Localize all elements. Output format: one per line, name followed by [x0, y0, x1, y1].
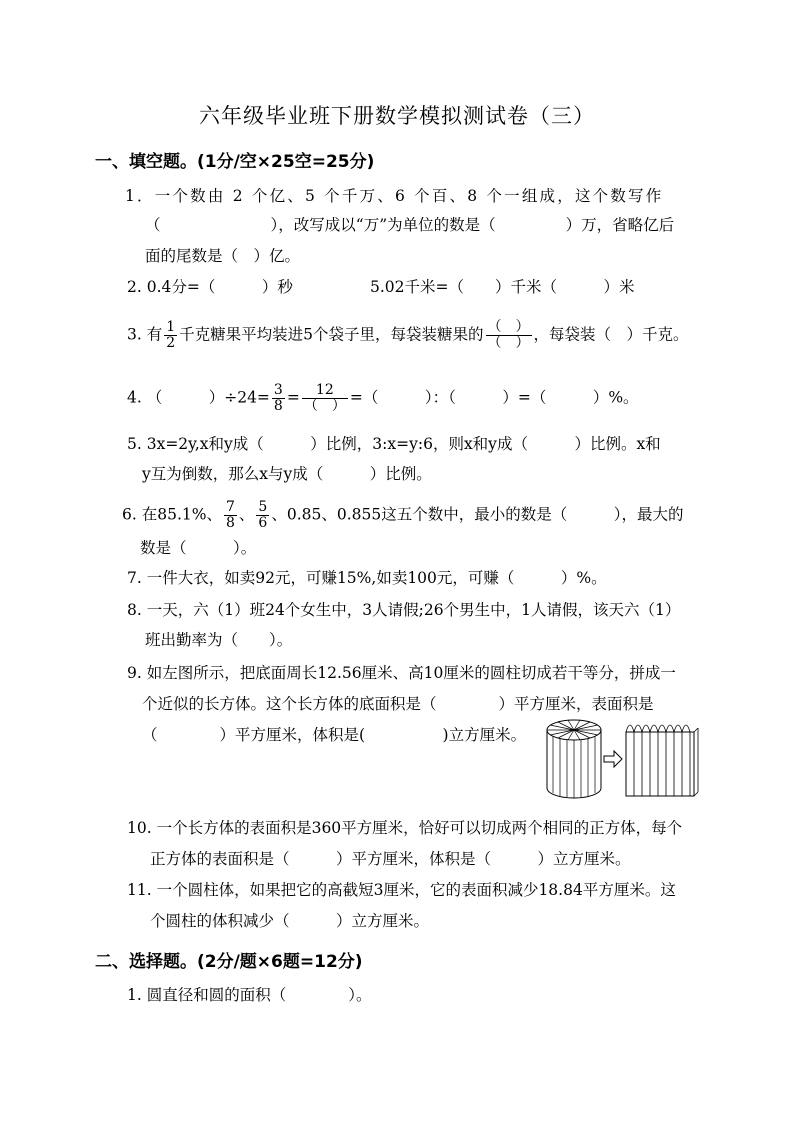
question-11-line-2: 个圆柱的体积减少（ ）立方厘米。	[150, 912, 430, 930]
cylinder-to-cuboid-figure	[544, 716, 704, 802]
question-6-line-2: 数是（ ）。	[140, 539, 257, 557]
question-4-suffix: =（ ）：（ ）=（ ）%。	[349, 388, 639, 407]
question-8-line-2: 班出勤率为（ ）。	[145, 631, 293, 649]
page-title: 六年级毕业班下册数学模拟测试卷（三）	[199, 104, 595, 128]
question-2-part-a: 2. 0.4分=（ ）秒	[127, 278, 293, 296]
question-1-line-3: 面的尾数是（ ）亿。	[145, 247, 301, 265]
question-6-prefix: 6. 在85.1%、	[122, 505, 222, 524]
question-10-line-2: 正方体的表面积是（ ）平方厘米，体积是（ ）立方厘米。	[150, 850, 631, 868]
fraction-numerator: 7	[225, 499, 235, 515]
question-3-suffix: ，每袋装（ ）千克。	[533, 325, 689, 344]
question-11-line-1: 11. 一个圆柱体，如果把它的高截短3厘米，它的表面积减少18.84平方厘米。这	[127, 881, 676, 899]
fraction-denominator: 6	[258, 515, 268, 531]
fraction-twelve-over-blank	[302, 383, 348, 414]
cylinder-icon	[547, 720, 601, 798]
question-2-part-b: 5.02千米=（ ）千米（ ）米	[370, 278, 635, 296]
question-5-line-1: 5. 3x=2y,x和y成（ ）比例，3:x=y:6，则x和y成（ ）比例。x和	[127, 435, 661, 453]
fraction-numerator: 5	[258, 499, 268, 515]
fraction-denominator: （ ）	[487, 335, 530, 351]
question-1-line-1: 1．一个数由 2 个亿、5 个千万、6 个百、8 个一组成，这个数写作	[125, 187, 664, 205]
question-8-line-1: 8. 一天，六（1）班24个女生中，3人请假;26个男生中，1人请假，该天六（1）	[127, 601, 681, 619]
fraction-three-eighths	[272, 383, 285, 414]
question-4-equals: =	[286, 388, 300, 407]
question-3	[127, 320, 689, 351]
question-5-line-2: y互为倒数，那么x与y成（ ）比例。	[142, 465, 432, 483]
question-6-line-1	[122, 500, 683, 531]
fraction-numerator: 1	[166, 319, 176, 335]
cuboid-icon	[626, 725, 698, 796]
question-10-line-1: 10. 一个长方体的表面积是360平方厘米，恰好可以切成两个相同的正方体，每个	[127, 819, 683, 837]
choice-question-1: 1. 圆直径和圆的面积（ ）。	[127, 986, 372, 1004]
fraction-five-sixths	[256, 500, 269, 531]
section-heading-multiple-choice: 二、选择题。(2分/题×6题=12分)	[95, 952, 363, 972]
question-4-prefix: 4. （ ）÷24=	[127, 388, 270, 407]
question-7: 7. 一件大衣，如卖92元，可赚15%,如卖100元，可赚（ ）%。	[127, 569, 607, 587]
question-1-line-2-text: ），改写成以“万”为单位的数是（	[270, 216, 496, 234]
fraction-denominator: 2	[166, 335, 176, 351]
fraction-numerator: 3	[273, 382, 283, 398]
fraction-denominator: 8	[225, 515, 235, 531]
question-4	[127, 383, 639, 414]
question-3-prefix: 3. 有	[127, 325, 163, 344]
question-9-line-2: 个近似的长方体。这个长方体的底面积是（ ）平方厘米，表面积是	[142, 695, 654, 713]
blank-open: （	[145, 216, 161, 234]
fraction-denominator: （ ）	[303, 398, 346, 414]
arrow-right-icon	[604, 751, 622, 767]
fraction-numerator: （ ）	[487, 319, 530, 335]
question-1-line-2-tail: ）万，省略亿后	[565, 216, 675, 234]
question-9-line-1: 9. 如左图所示，把底面周长12.56厘米、高10厘米的圆柱切成若干等分，拼成一	[127, 664, 676, 682]
fraction-numerator: 12	[302, 383, 348, 399]
question-3-middle: 千克糖果平均装进5个袋子里，每袋装糖果的	[179, 325, 484, 344]
question-6-suffix: 、0.85、0.855这五个数中，最小的数是（ ），最大的	[271, 505, 684, 524]
separator: 、	[238, 505, 255, 524]
fraction-half	[164, 320, 177, 351]
fraction-denominator: 8	[273, 398, 283, 414]
section-heading-fill-blank: 一、填空题。(1分/空×25空=25分)	[95, 152, 375, 172]
question-9-line-3: （ ）平方厘米，体积是( )立方厘米。	[142, 726, 527, 744]
fraction-seven-eighths	[224, 500, 237, 531]
question-1-line-2	[145, 215, 674, 235]
fraction-blank	[486, 320, 532, 351]
